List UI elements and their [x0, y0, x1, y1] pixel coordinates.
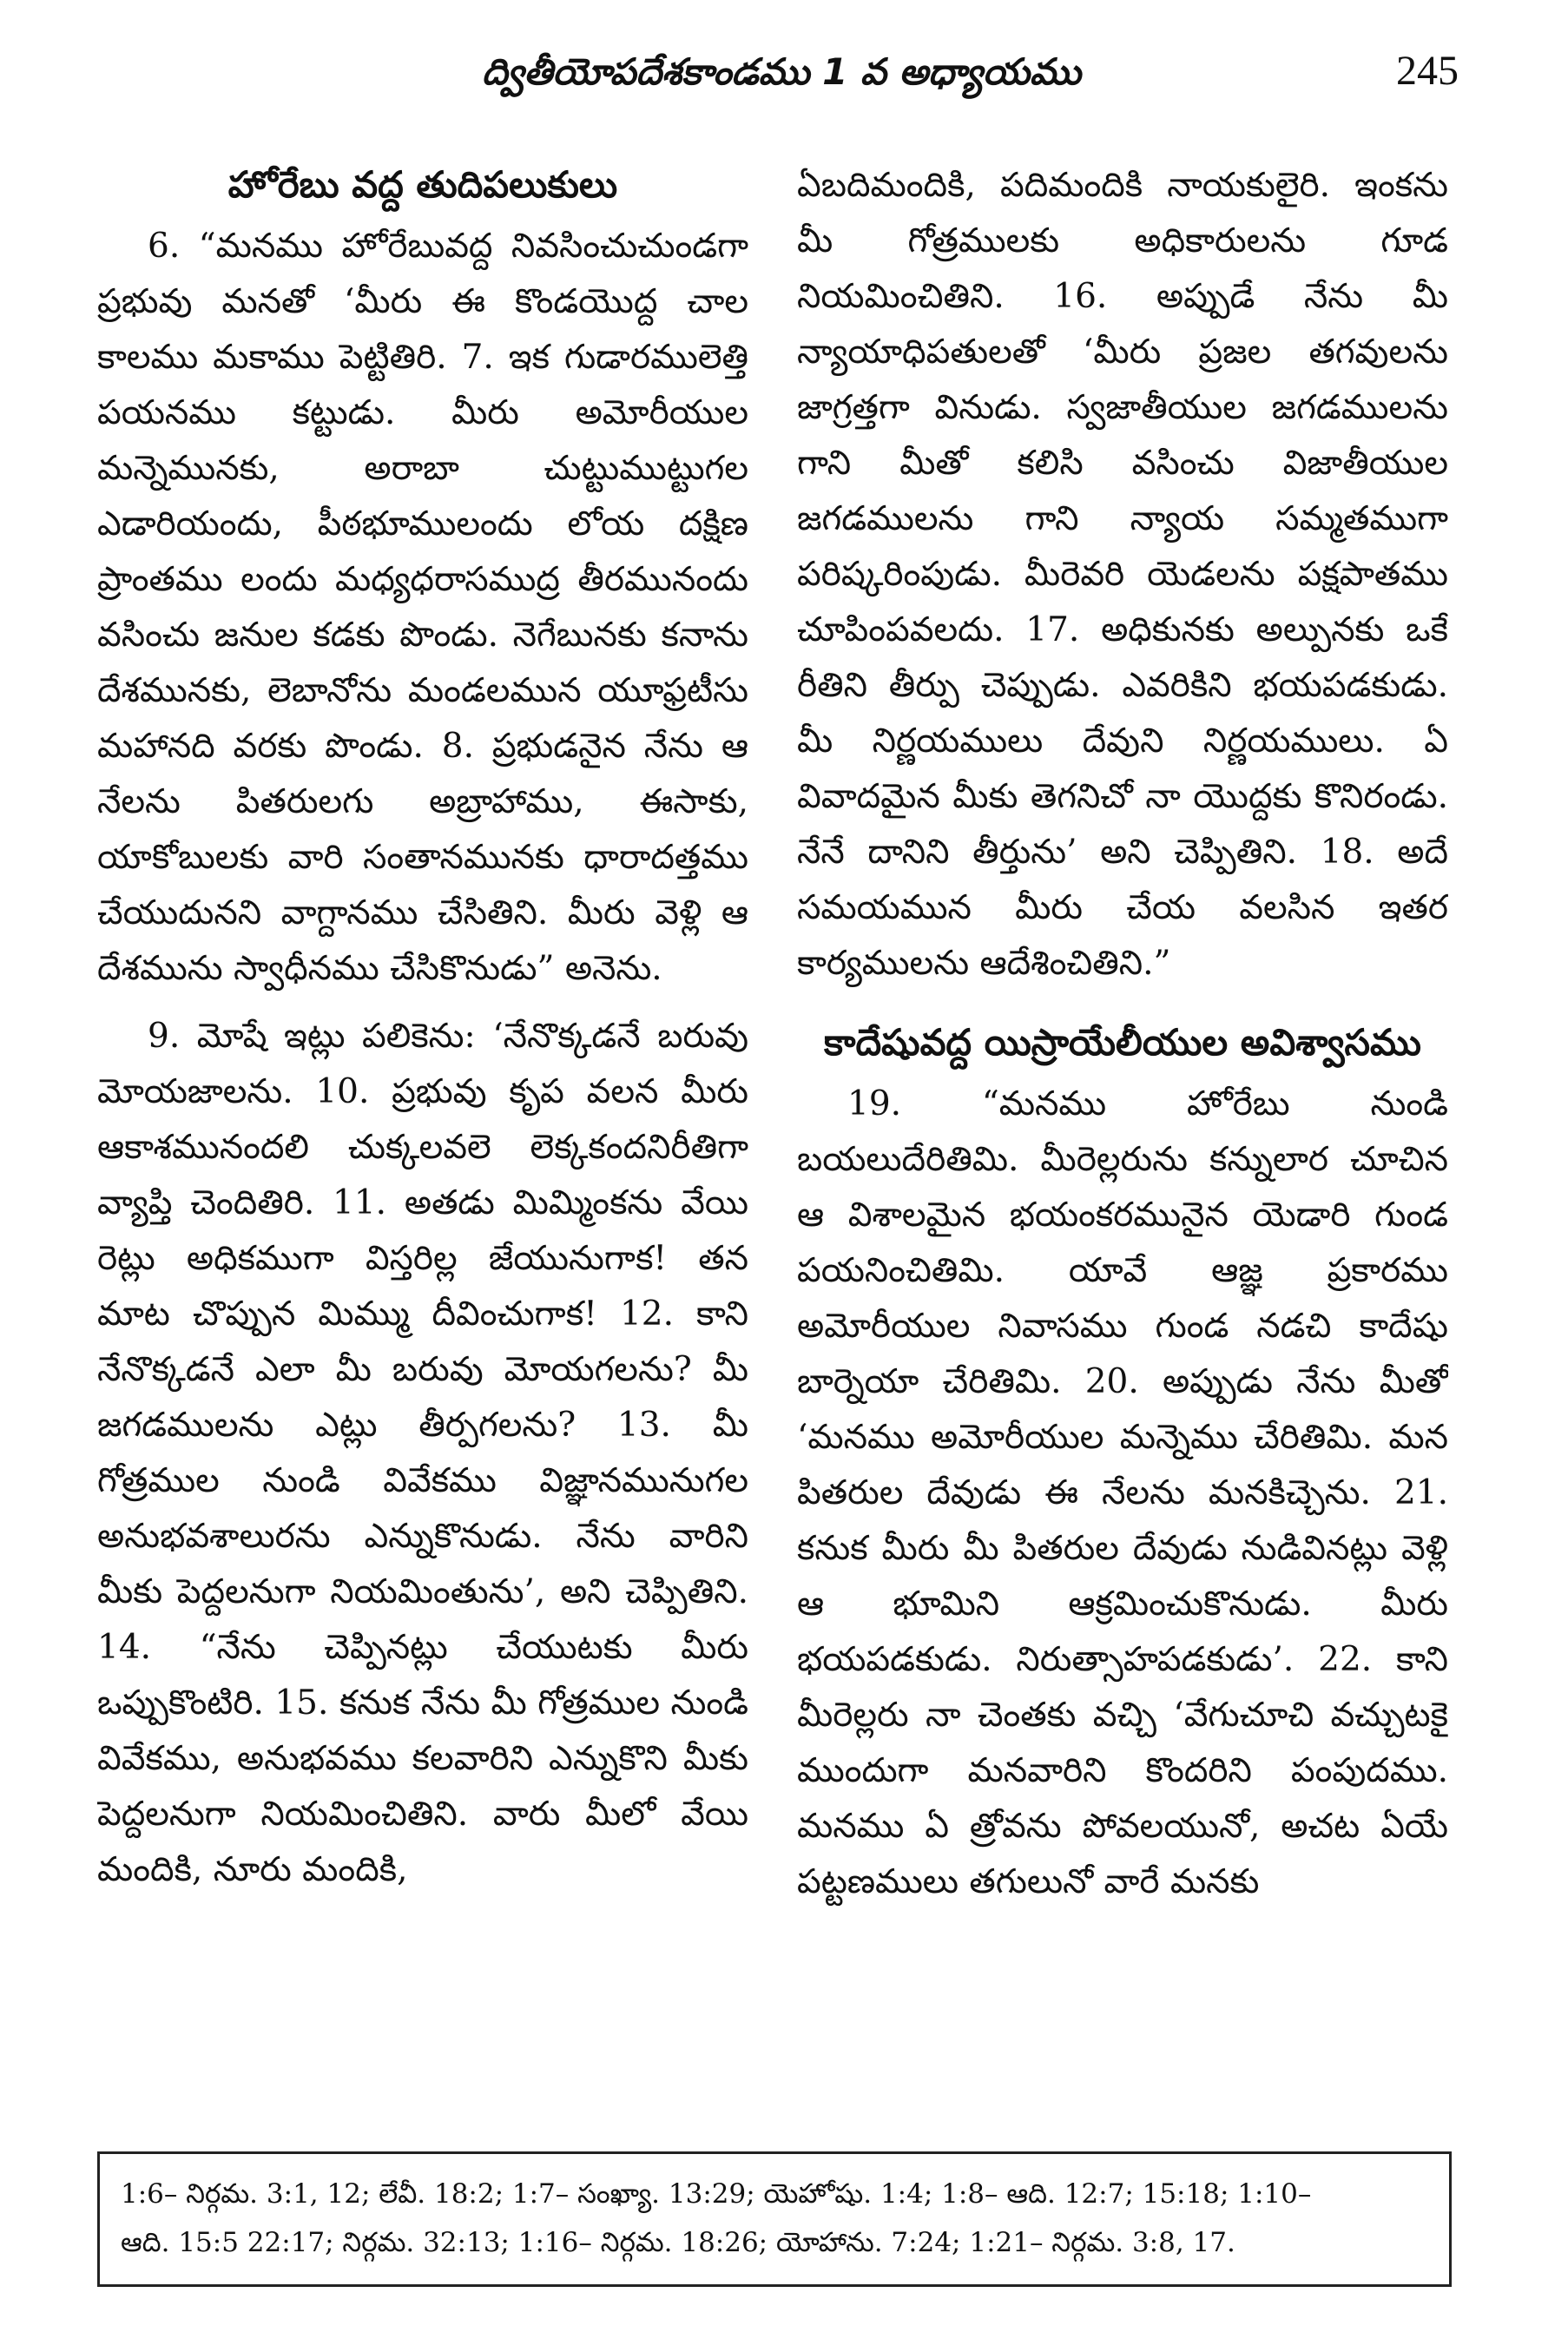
paragraph-verses-15-18: ఏబదిమందికి, పదిమందికి నాయకులైరి. ఇంకను మీ గోత్రములకు అధికారులను గూడ నియమించితిని. 16. అప్పుడే నేను మీ న్యాయాధిపతులతో ‘మీరు ప్రజల తగవులను జాగ్రత్తగా వినుడు. స్వజాతీయుల జగడములను గాని మీతో కలిసి వసించు విజాతీయుల జగడములను గాని న్యాయ సమ్మతముగా పరిష్కరింపుడు. మీరెవరి యెడలను పక్షపాతము చూపింపవలదు. 17. అధికునకు అల్పునకు ఒకే రీతిని తీర్పు చెప్పుడు. ఎవరికిని భయపడకుడు. మీ నిర్ణయములు దేవుని నిర్ణయములు. ఏ వివాదమైన మీకు తెగనిచో నా యొద్దకు కొనిరండు. నేనే దానిని తీర్తును’ అని చెప్పితిని. 18. అదే సమయమున మీరు చేయ వలసిన ఇతర కార్యములను ఆదేశించితిని.”	[797, 166, 1448, 983]
paragraph-verses-6-8: 6. “మనము హోరేబువద్ద నివసించుచుండగా ప్రభువు మనతో ‘మీరు ఈ కొండయొద్ద చాల కాలము మకాము పెట్టితిరి. 7. ఇక గుడారములెత్తి పయనము కట్టుడు. మీరు అమోరీయుల మన్నెమునకు, అరాబా చుట్టుముట్టుగల ఎడారియందు, పీఠభూములందు లోయ దక్షిణ ప్రాంతము లందు మధ్యధరాసముద్ర తీరమునందు వసించు జనుల కడకు పొండు. నెగేబునకు కనాను దేశమునకు, లెబానోను మండలమున యూఫ్రటీసు మహానది వరకు పొండు. 8. ప్రభుడనైన నేను ఆ నేలను పితరులగు అబ్రాహాము, ఈసాకు, యాకోబులకు వారి సంతానమునకు ధారాదత్తము చేయుదునని వాగ్దానము చేసితిని. మీరు వెళ్లి ఆ దేశమును స్వాధీనము చేసికొనుడు” అనెను.	[97, 227, 748, 988]
left-column	[97, 158, 748, 2112]
paragraph-verses-19-22: 19. “మనము హోరేబు నుండి బయలుదేరితిమి. మీరెల్లరును కన్నులార చూచిన ఆ విశాలమైన భయంకరమునైన యెడారి గుండ పయనించితిమి. యావే ఆజ్ఞ ప్రకారము అమోరీయుల నివాసము గుండ నడచి కాదేషు బార్నెయా చేరితిమి. 20. అప్పుడు నేను మీతో ‘మనము అమోరీయుల మన్నెము చేరితిమి. మన పితరుల దేవుడు ఈ నేలను మనకిచ్చెను. 21. కనుక మీరు మీ పితరుల దేవుడు నుడివినట్లు వెళ్లి ఆ భూమిని ఆక్రమించుకొనుడు. మీరు భయపడకుడు. నిరుత్సాహపడకుడు’. 22. కాని మీరెల్లరు నా చెంతకు వచ్చి ‘వేగుచూచి వచ్చుటకై ముందుగా మనవారిని కొందరిని పంపుదము. మనము ఏ త్రోవను పోవలయునో, అచట ఏయే పట్టణములు తగులునో వారే మనకు	[797, 1084, 1448, 1901]
footnote-line: 1:6– నిర్గమ. 3:1, 12; లేవీ. 18:2; 1:7– సంఖ్యా. 13:29; యెహోషు. 1:4; 1:8– ఆది. 12:7; 15:18; 1:10–	[121, 2178, 1312, 2210]
page-number: 245	[1396, 48, 1459, 94]
paragraph-verses-9-15: 9. మోషే ఇట్లు పలికెను: ‘నేనొక్కడనే బరువు మోయజాలను. 10. ప్రభువు కృప వలన మీరు ఆకాశమునందలి చుక్కలవలె లెక్కకందనిరీతిగా వ్యాప్తి చెందితిరి. 11. అతడు మిమ్మింకను వేయి రెట్లు అధికముగా విస్తరిల్ల జేయునుగాక! తన మాట చొప్పున మిమ్ము దీవించుగాక! 12. కాని నేనొక్కడనే ఎలా మీ బరువు మోయగలను? మీ జగడములను ఎట్లు తీర్పగలను? 13. మీ గోత్రముల నుండి వివేకము విజ్ఞానమునుగల అనుభవశాలురను ఎన్నుకొనుడు. నేను వారిని మీకు పెద్దలనుగా నియమింతును’, అని చెప్పితిని. 14. “నేను చెప్పినట్లు చేయుటకు మీరు ఒప్పుకొంటిరి. 15. కనుక నేను మీ గోత్రముల నుండి వివేకము, అనుభవము కలవారిని ఎన్నుకొని మీకు పెద్దలనుగా నియమించితిని. వారు మీలో వేయి మందికి, నూరు మందికి,	[97, 1017, 748, 1889]
cross-reference-box	[97, 2151, 1452, 2287]
right-column	[797, 158, 1448, 2112]
section-heading-kadesh: కాదేషువద్ద యిస్రాయేలీయుల అవిశ్వాసము	[824, 1021, 1421, 1064]
footnote-line: ఆది. 15:5 22:17; నిర్గమ. 32:13; 1:16– నిర్గమ. 18:26; యోహాను. 7:24; 1:21– నిర్గమ. 3:8, 17.	[121, 2227, 1235, 2258]
section-heading-horeb: హోరేబు వద్ద తుదిపలుకులు	[227, 163, 618, 206]
running-title: ద్వితీయోపదేశకాండము 1 వ అధ్యాయము	[482, 50, 1081, 93]
page-header	[104, 38, 1459, 116]
